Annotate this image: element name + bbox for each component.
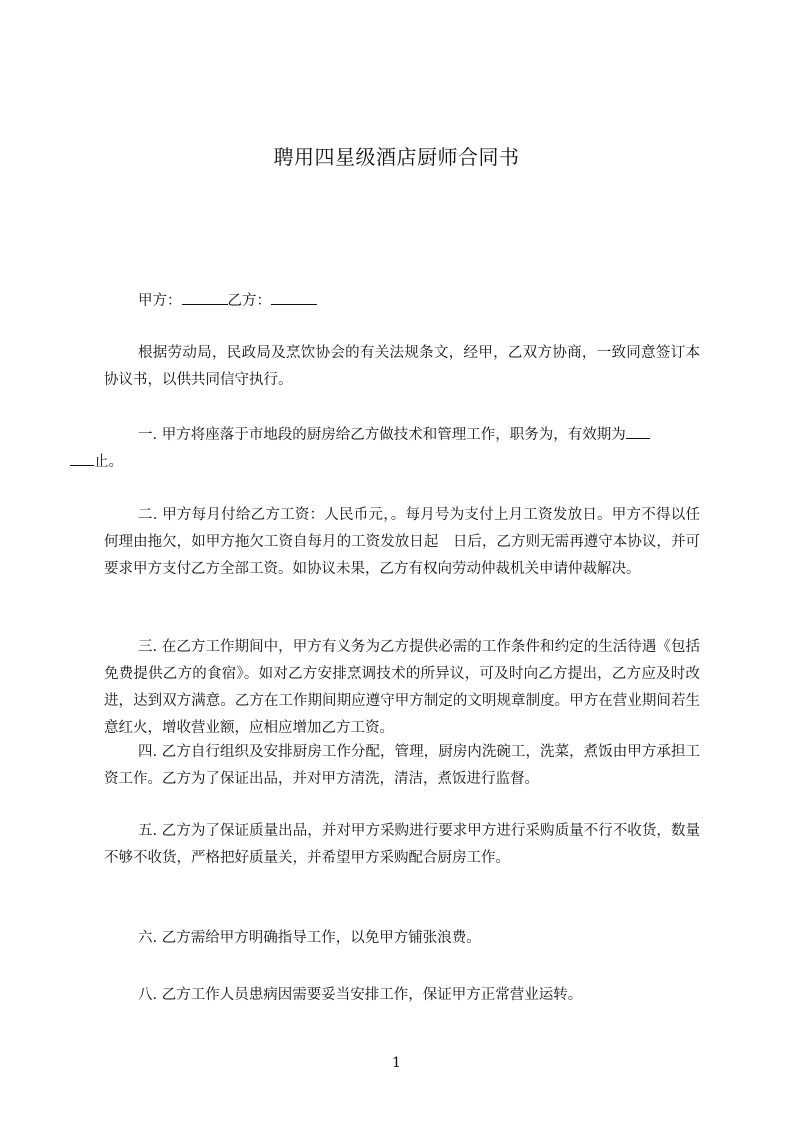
intro-paragraph: 根据劳动局，民政局及烹饮协会的有关法规条文，经甲，乙双方协商，一致同意签订本协议书，以供共同信守执行。: [104, 345, 700, 388]
clause-3: 三. 在乙方工作期间中，甲方有义务为乙方提供必需的工作条件和约定的生活待遇《包括免费提供乙方的食宿》。如对乙方安排烹调技术的所异议，可及时向乙方提出，乙方应及时改进，达到双方满意。乙方在工作期间期应遵守甲方制定的文明规章制度。甲方在营业期间若生意红火，增收营业额，应相应增加乙方工资。: [104, 639, 700, 736]
document-title: 聘用四星级酒店厨师合同书: [273, 145, 520, 169]
parties-line: [104, 288, 700, 315]
clause-6: 六. 乙方需给甲方明确指导工作，以免甲方铺张浪费。: [138, 930, 481, 946]
party-b-blank: [271, 289, 317, 305]
page-number: 1: [392, 1055, 401, 1071]
clause-8: 八. 乙方工作人员患病因需要妥当安排工作，保证甲方正常营业运转。: [138, 987, 583, 1003]
validity-blank: [626, 423, 650, 439]
party-a-label: 甲方：: [138, 293, 182, 309]
clause-1: [94, 422, 700, 476]
party-b-label: 乙方：: [227, 293, 271, 309]
party-a-blank: [182, 289, 228, 305]
clause-4: 四. 乙方自行组织及安排厨房工作分配，管理，厨房内洗碗工，洗菜，煮饭由甲方承担工资工作。乙方为了保证出品，并对甲方清洗，清洁，煮饭进行监督。: [104, 744, 700, 787]
validity-blank-cont: [70, 450, 94, 466]
clause-1-end: 止。: [94, 454, 123, 470]
clause-5: 五. 乙方为了保证质量出品，并对甲方采购进行要求甲方进行采购质量不行不收货，数量不够不收货，严格把好质量关，并希望甲方采购配合厨房工作。: [104, 823, 700, 866]
clause-2: 二. 甲方每月付给乙方工资：人民币元，。每月号为支付上月工资发放日。甲方不得以任何理由拖欠，如甲方拖欠工资自每月的工资发放日起 日后，乙方则无需再遵守本协议，并可要求甲方支付乙方全部工资。如协议未果，乙方有权向劳动仲裁机关申请仲裁解决。: [104, 507, 700, 577]
clause-1-text: 一. 甲方将座落于市地段的厨房给乙方做技术和管理工作，职务为，有效期为: [138, 427, 626, 443]
